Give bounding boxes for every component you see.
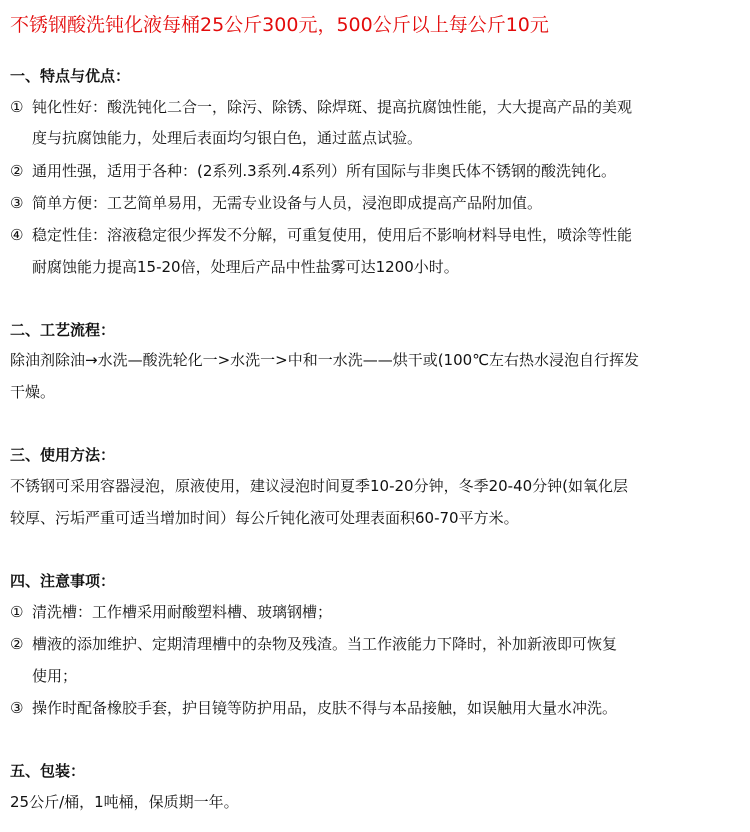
notes-item-2-text: 槽液的添加维护、定期清理槽中的杂物及残渣。当工作液能力下降时，补加新液即可恢复 <box>32 635 618 653</box>
features-item-4-line-1 <box>10 223 632 247</box>
features-item-3-line-1 <box>10 191 542 215</box>
usage-line-2: 较厚、污垢严重可适当增加时间）每公斤钝化液可处理表面积60-70平方米。 <box>10 509 519 527</box>
notes-item-1-line-1 <box>10 600 332 624</box>
process-line-1: 除油剂除油→水洗—酸洗轮化一>水洗一>中和一水洗——烘干或(100℃左右热水浸泡自行挥发 <box>10 351 640 369</box>
features-item-2-line-1 <box>10 159 616 183</box>
features-item-4-text: 稳定性佳：溶液稳定很少挥发不分解，可重复使用，使用后不影响材料导电性，喷涂等性能 <box>32 226 633 244</box>
circled-number-2: ② <box>10 162 24 180</box>
features-item-3-text: 简单方便：工艺简单易用，无需专业设备与人员，浸泡即成提高产品附加值。 <box>32 194 543 212</box>
features-item-1-line-2: 度与抗腐蚀能力，处理后表面均匀银白色，通过蓝点试验。 <box>32 129 423 147</box>
features-item-4-line-2: 耐腐蚀能力提高15-20倍，处理后产品中性盐雾可达1200小时。 <box>32 258 459 276</box>
circled-number-3: ③ <box>10 194 24 212</box>
usage-line-1: 不锈钢可采用容器浸泡，原液使用，建议浸泡时间夏季10-20分钟，冬季20-40分钟(如氧化层 <box>10 477 629 495</box>
notes-heading: 四、注意事项： <box>10 572 116 590</box>
circled-number-3: ③ <box>10 699 24 717</box>
circled-number-1: ① <box>10 98 24 116</box>
notes-item-2-line-1 <box>10 632 617 656</box>
circled-number-2: ② <box>10 635 24 653</box>
circled-number-4: ④ <box>10 226 24 244</box>
notes-item-1-text: 清洗槽：工作槽采用耐酸塑料槽、玻璃钢槽； <box>32 603 333 621</box>
packaging-heading: 五、包装： <box>10 762 86 780</box>
process-heading: 二、工艺流程： <box>10 321 116 339</box>
page-title: 不锈钢酸洗钝化液每桶25公斤300元，500公斤以上每公斤10元 <box>10 14 549 36</box>
features-item-2-text: 通用性强，适用于各种：(2系列.3系列.4系列）所有国际与非奥氏体不锈钢的酸洗钝化。 <box>32 162 617 180</box>
usage-heading: 三、使用方法： <box>10 446 116 464</box>
packaging-line-1: 25公斤/桶，1吨桶，保质期一年。 <box>10 793 239 811</box>
notes-item-3-line-1 <box>10 696 617 720</box>
features-item-1-text: 钝化性好：酸洗钝化二合一，除污、除锈、除焊斑、提高抗腐蚀性能，大大提高产品的美观 <box>32 98 633 116</box>
notes-item-2-line-2: 使用； <box>32 667 78 685</box>
features-item-1-line-1 <box>10 95 632 119</box>
circled-number-1: ① <box>10 603 24 621</box>
notes-item-3-text: 操作时配备橡胶手套，护目镜等防护用品，皮肤不得与本品接触，如误触用大量水冲洗。 <box>32 699 618 717</box>
features-heading: 一、特点与优点： <box>10 67 131 85</box>
process-line-2: 干燥。 <box>10 383 56 401</box>
